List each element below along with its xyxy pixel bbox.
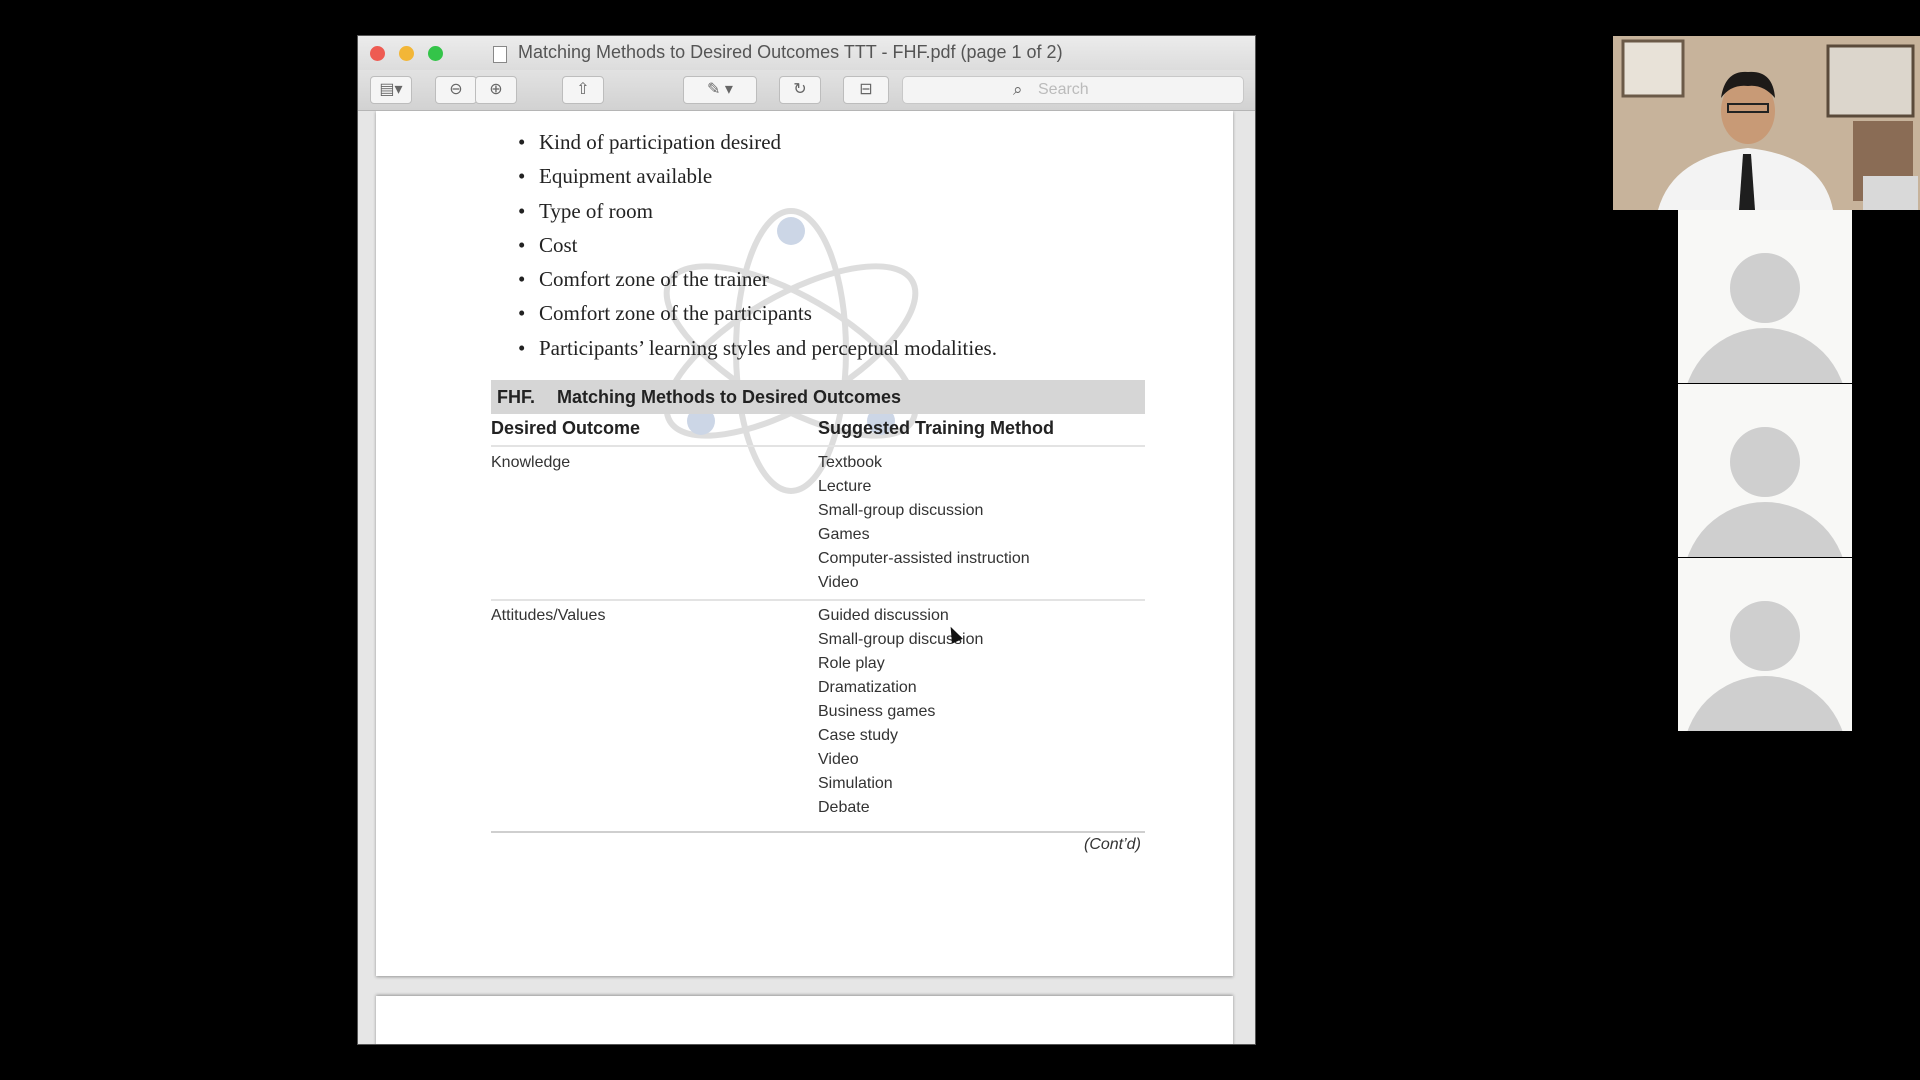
zoom-in-icon: ⊕ — [489, 81, 503, 98]
column-header-outcome: Desired Outcome — [491, 418, 641, 438]
zoom-in-button[interactable] — [475, 76, 517, 104]
method-item: Guided discussion — [818, 607, 949, 624]
method-item: Computer-assisted instruction — [818, 550, 1030, 567]
list-item: • Comfort zone of the trainer — [518, 262, 997, 296]
share-button[interactable] — [562, 76, 604, 104]
rotate-button[interactable] — [779, 76, 821, 104]
participant-video-tile[interactable] — [1678, 558, 1852, 731]
maximize-button[interactable] — [428, 46, 443, 61]
bullet-list — [518, 125, 997, 365]
table-divider — [491, 599, 1145, 601]
method-item: Textbook — [818, 454, 883, 471]
minimize-button[interactable] — [399, 46, 414, 61]
method-item: Business games — [818, 703, 936, 720]
avatar-head — [1730, 601, 1800, 671]
method-item: Video — [818, 751, 859, 768]
methods-cell — [818, 451, 1030, 595]
method-item: Role play — [818, 655, 885, 672]
method-item: Small-group discussion — [818, 631, 984, 648]
method-item: Case study — [818, 727, 899, 744]
sidebar-toggle-button[interactable] — [370, 76, 412, 104]
method-item: Lecture — [818, 478, 872, 495]
toolbox-button[interactable] — [843, 76, 889, 104]
markup-button[interactable] — [683, 76, 757, 104]
column-header-method: Suggested Training Method — [818, 418, 1055, 438]
avatar-body — [1683, 676, 1847, 731]
table-bottom-rule — [491, 831, 1145, 833]
method-item: Games — [818, 526, 870, 543]
share-icon: ⇧ — [576, 81, 590, 98]
close-button[interactable] — [370, 46, 385, 61]
speaker-video-tile[interactable] — [1613, 36, 1920, 210]
outcome-cell: Knowledge — [491, 454, 571, 471]
toolbar — [358, 70, 1255, 111]
method-item: Video — [818, 574, 859, 591]
search-placeholder: Search — [1038, 81, 1089, 98]
zoom-out-button[interactable] — [435, 76, 477, 104]
title-bar — [358, 36, 1255, 70]
list-item: • Participants’ learning styles and perceptual modalities. — [518, 331, 997, 365]
window-title: Matching Methods to Desired Outcomes TTT - FHF.pdf (page 1 of 2) — [518, 42, 1063, 62]
participant-video-tile[interactable] — [1678, 210, 1852, 383]
participant-video-tile[interactable] — [1678, 384, 1852, 557]
table-title-bar — [491, 380, 1145, 414]
continued-note: (Cont’d) — [1084, 836, 1141, 853]
avatar-head — [1730, 427, 1800, 497]
rotate-icon: ↻ — [793, 81, 807, 98]
markup-pen-icon: ✎ ▾ — [707, 81, 733, 98]
search-input[interactable] — [902, 76, 1244, 104]
sidebar-icon: ▤▾ — [379, 81, 403, 98]
method-item: Dramatization — [818, 679, 917, 696]
method-item: Debate — [818, 799, 870, 816]
table-title: Matching Methods to Desired Outcomes — [557, 387, 902, 407]
avatar-body — [1683, 328, 1847, 383]
avatar-head — [1730, 253, 1800, 323]
toolbox-icon: ⊟ — [859, 81, 873, 98]
avatar-body — [1683, 502, 1847, 557]
preview-window — [358, 36, 1255, 1044]
search-icon: ⌕ — [1013, 80, 1023, 99]
list-item: • Type of room — [518, 194, 997, 228]
document-icon — [493, 46, 507, 63]
table-number: FHF. — [497, 387, 535, 407]
zoom-out-icon: ⊖ — [449, 81, 463, 98]
list-item: • Comfort zone of the participants — [518, 296, 997, 330]
pdf-page-2 — [376, 996, 1233, 1044]
list-item: • Cost — [518, 228, 997, 262]
outcome-cell: Attitudes/Values — [491, 607, 606, 624]
method-item: Simulation — [818, 775, 893, 792]
speaker-video-image — [1613, 36, 1920, 210]
list-item: • Kind of participation desired — [518, 125, 997, 159]
table-divider — [491, 445, 1145, 447]
list-item: • Equipment available — [518, 159, 997, 193]
document-viewer[interactable] — [358, 111, 1255, 1044]
pdf-page — [376, 111, 1233, 976]
method-item: Small-group discussion — [818, 502, 984, 519]
